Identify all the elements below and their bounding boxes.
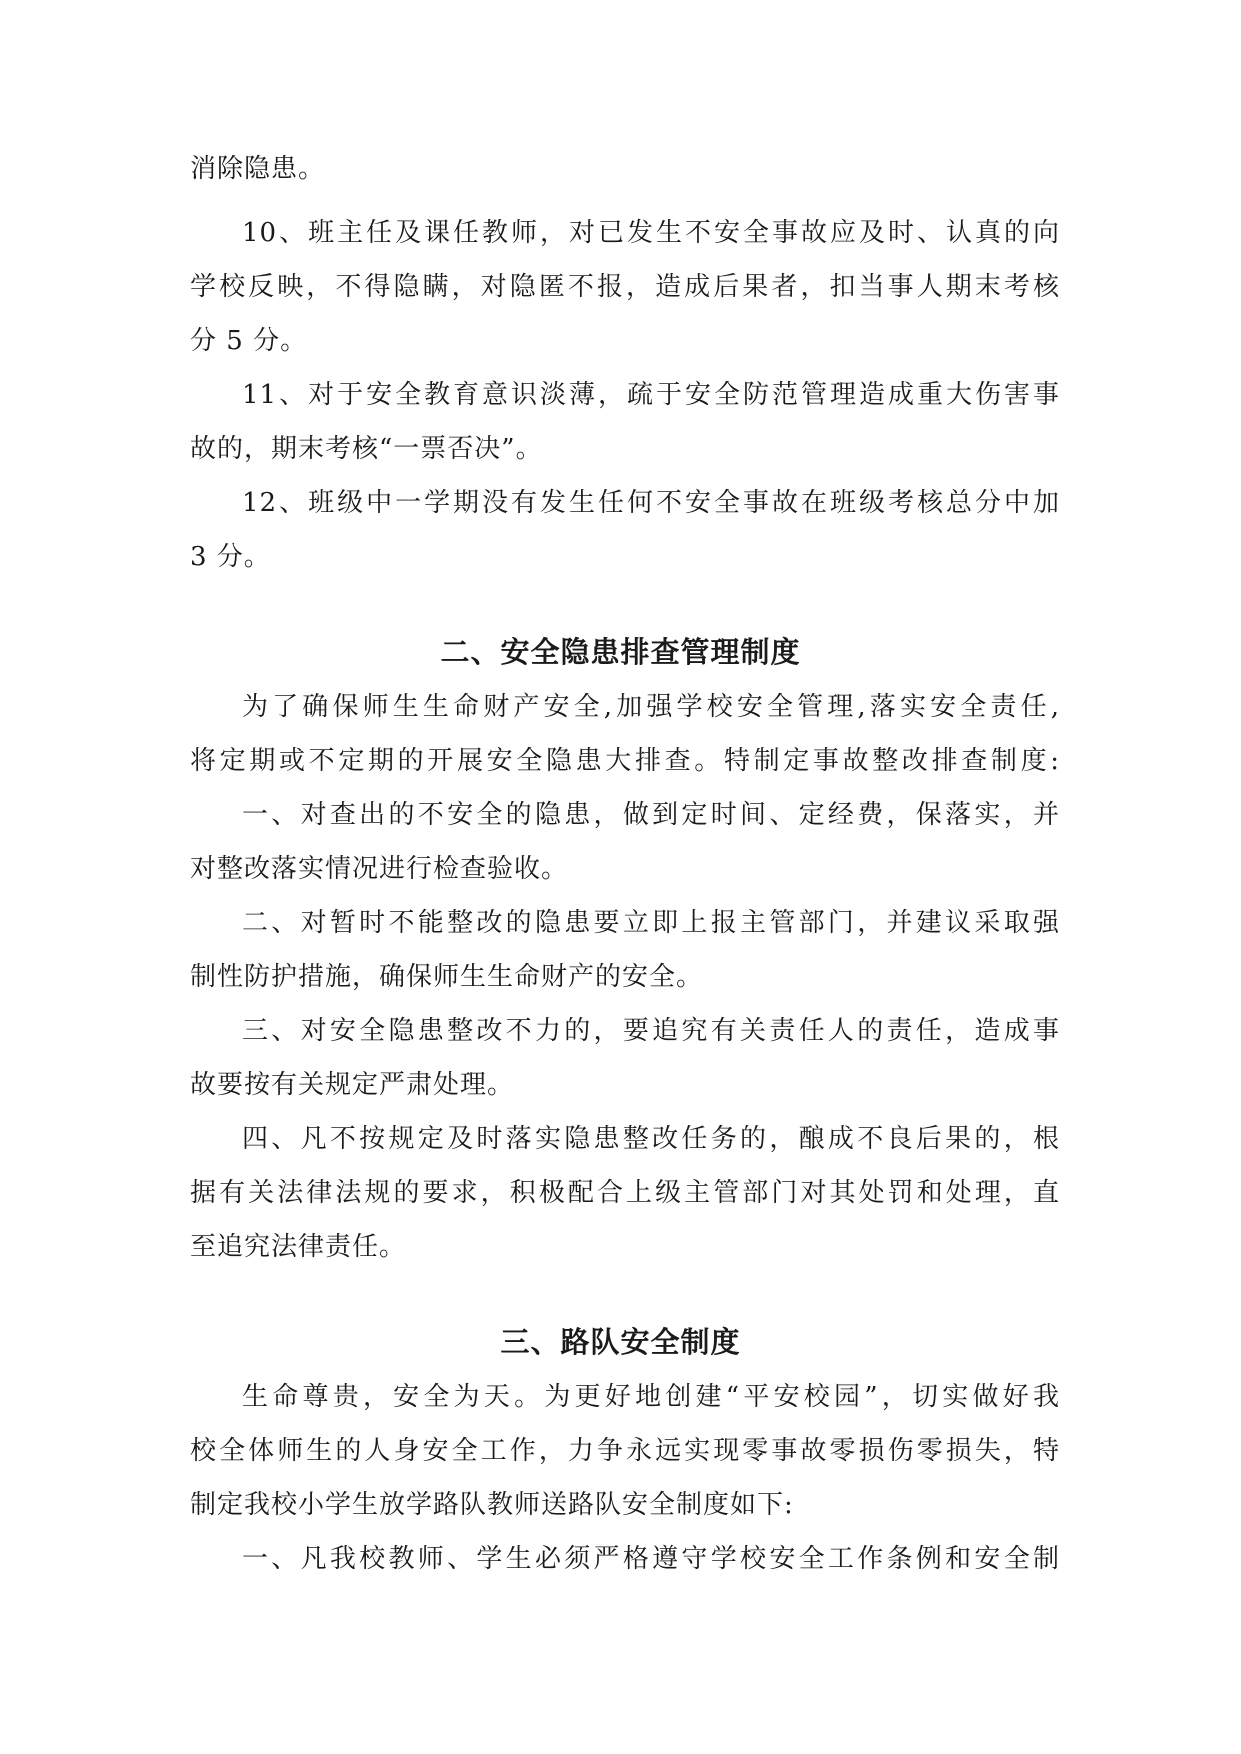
paragraph-line: 学校反映，不得隐瞒，对隐匿不报，造成后果者，扣当事人期末考核: [190, 272, 1060, 302]
paragraph-line: 至追究法律责任。: [190, 1232, 407, 1262]
paragraph-line: 12、班级中一学期没有发生任何不安全事故在班级考核总分中加: [242, 488, 1060, 518]
paragraph-line: 生命尊贵，安全为天。为更好地创建“平安校园”，切实做好我: [242, 1382, 1060, 1412]
paragraph-line: 故的，期末考核“一票否决”。: [190, 434, 543, 464]
paragraph-line: 11、对于安全教育意识淡薄，疏于安全防范管理造成重大伤害事: [242, 380, 1060, 410]
paragraph-line: 二、对暂时不能整改的隐患要立即上报主管部门，并建议采取强: [242, 908, 1060, 938]
paragraph-line: 故要按有关规定严肃处理。: [190, 1070, 515, 1100]
paragraph-line: 四、凡不按规定及时落实隐患整改任务的，酿成不良后果的，根: [242, 1124, 1060, 1154]
paragraph-line: 制性防护措施，确保师生生命财产的安全。: [190, 962, 704, 992]
section-heading: 三、路队安全制度: [500, 1325, 741, 1359]
section-heading: 二、安全隐患排查管理制度: [440, 635, 801, 669]
paragraph-line: 3 分。: [190, 542, 271, 572]
paragraph-line: 校全体师生的人身安全工作，力争永远实现零事故零损伤零损失，特: [190, 1436, 1060, 1466]
paragraph-line: 制定我校小学生放学路队教师送路队安全制度如下:: [190, 1490, 794, 1520]
paragraph-line: 三、对安全隐患整改不力的，要追究有关责任人的责任，造成事: [242, 1016, 1060, 1046]
paragraph-line: 消除隐患。: [190, 154, 326, 184]
paragraph-line: 将定期或不定期的开展安全隐患大排查。特制定事故整改排查制度:: [190, 746, 1060, 776]
paragraph-line: 一、凡我校教师、学生必须严格遵守学校安全工作条例和安全制: [242, 1544, 1060, 1574]
paragraph-line: 10、班主任及课任教师，对已发生不安全事故应及时、认真的向: [242, 218, 1060, 248]
paragraph-line: 据有关法律法规的要求，积极配合上级主管部门对其处罚和处理，直: [190, 1178, 1060, 1208]
paragraph-line: 分 5 分。: [190, 326, 308, 356]
paragraph-line: 为了确保师生生命财产安全,加强学校安全管理,落实安全责任,: [242, 692, 1060, 722]
paragraph-line: 对整改落实情况进行检查验收。: [190, 854, 569, 884]
paragraph-line: 一、对查出的不安全的隐患，做到定时间、定经费，保落实，并: [242, 800, 1060, 830]
